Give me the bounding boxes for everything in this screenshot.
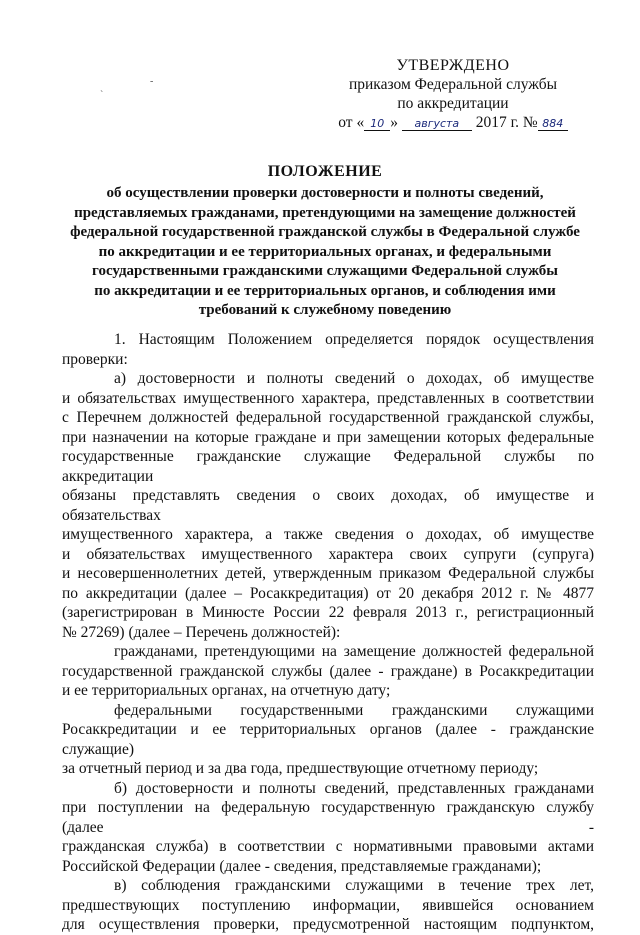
- approval-block: [328, 56, 578, 132]
- body-line: Российской Федерации (далее - сведения, представляемые гражданами);: [62, 857, 542, 875]
- body-line: и обязательствах имущественного характера своих супруги (супруга): [62, 545, 594, 563]
- heading-line: требований к служебному поведению: [198, 302, 452, 318]
- body-line: предшествующих поступлению информации, явившейся основанием: [62, 896, 594, 914]
- body-line: и обязательствах имущественного характера, представленных в соответствии: [62, 389, 594, 407]
- document-title: ПОЛОЖЕНИЕ: [267, 163, 383, 180]
- body-line: федеральными государственными гражданскими служащими: [114, 701, 594, 719]
- heading-line: по аккредитации и ее территориальных органов, и соблюдения ими: [94, 282, 556, 299]
- body-line: гражданами, претендующими на замещение должностей федеральной: [114, 643, 594, 660]
- heading-line: федеральной государственной гражданской службы в Федеральной службе: [70, 224, 580, 240]
- body-line: 1. Настоящим Положением определяется порядок осуществления проверки:: [62, 331, 594, 368]
- heading-line: по аккредитации и ее территориальных органах, и федеральными: [98, 243, 552, 260]
- body-line: при назначении на которые граждане и при замещении которых федеральные: [62, 428, 594, 446]
- body-line: а) достоверности и полноты сведений о доходах, об имуществе: [114, 370, 594, 387]
- handwritten-month: августа: [402, 117, 472, 131]
- body-line: по аккредитации (далее – Росаккредитация) от 20 декабря 2012 г. № 4877: [62, 584, 594, 602]
- body-line: государственной гражданской службы (далее - граждане) в Росаккредитации: [62, 662, 594, 680]
- date-mid: »: [390, 114, 398, 131]
- date-prefix: от «: [338, 114, 365, 131]
- approval-line-2: по аккредитации: [397, 95, 509, 112]
- body-line: имущественного характера, а также сведения о доходах, об имуществе: [62, 526, 594, 543]
- document-body: [62, 330, 594, 935]
- body-line: при поступлении на федеральную государственную гражданскую службу (далее -: [62, 799, 594, 836]
- heading-line: об осуществлении проверки достоверности и полноты сведений,: [106, 185, 544, 201]
- body-line: обязаны представлять сведения о своих доходах, об имуществе и обязательствах: [62, 487, 594, 524]
- body-line: в) соблюдения гражданскими служащими в течение трех лет,: [114, 877, 594, 894]
- body-line: с Перечнем должностей федеральной государственной гражданской службы,: [62, 409, 594, 426]
- page-mark-1: -: [150, 76, 154, 87]
- approval-title: УТВЕРЖДЕНО: [396, 57, 510, 74]
- approval-date-line: [328, 113, 578, 132]
- body-line: б) достоверности и полноты сведений, представленных гражданами: [114, 779, 594, 797]
- date-year: 2017 г. №: [475, 114, 538, 131]
- body-line: для осуществления проверки, предусмотренной настоящим подпунктом,: [62, 916, 594, 933]
- body-line: государственные гражданские служащие Федеральной службы по аккредитации: [62, 448, 594, 485]
- body-line: (зарегистрирован в Минюсте России 22 февраля 2013 г., регистрационный: [62, 604, 594, 621]
- document-heading: [40, 163, 610, 321]
- heading-line: представляемых гражданами, претендующими на замещение должностей: [74, 204, 576, 221]
- body-line: и ее территориальных органах, на отчетную дату;: [62, 682, 391, 699]
- body-line: Росаккредитации и ее территориальных органов (далее - гражданские служащие): [62, 721, 594, 758]
- body-line: за отчетный период и за два года, предшествующие отчетному периоду;: [62, 760, 539, 777]
- handwritten-order-number: 884: [538, 117, 568, 131]
- handwritten-day: 10: [364, 117, 390, 131]
- page-mark-2: `: [100, 90, 104, 101]
- heading-line: государственными гражданскими служащими Федеральной службы: [92, 263, 558, 279]
- approval-line-1: приказом Федеральной службы: [348, 76, 558, 93]
- body-line: гражданская служба) в соответствии с нормативными правовыми актами: [62, 838, 594, 855]
- body-line: № 27269) (далее – Перечень должностей):: [62, 623, 341, 641]
- body-line: и несовершеннолетних детей, утвержденным приказом Федеральной службы: [62, 565, 594, 582]
